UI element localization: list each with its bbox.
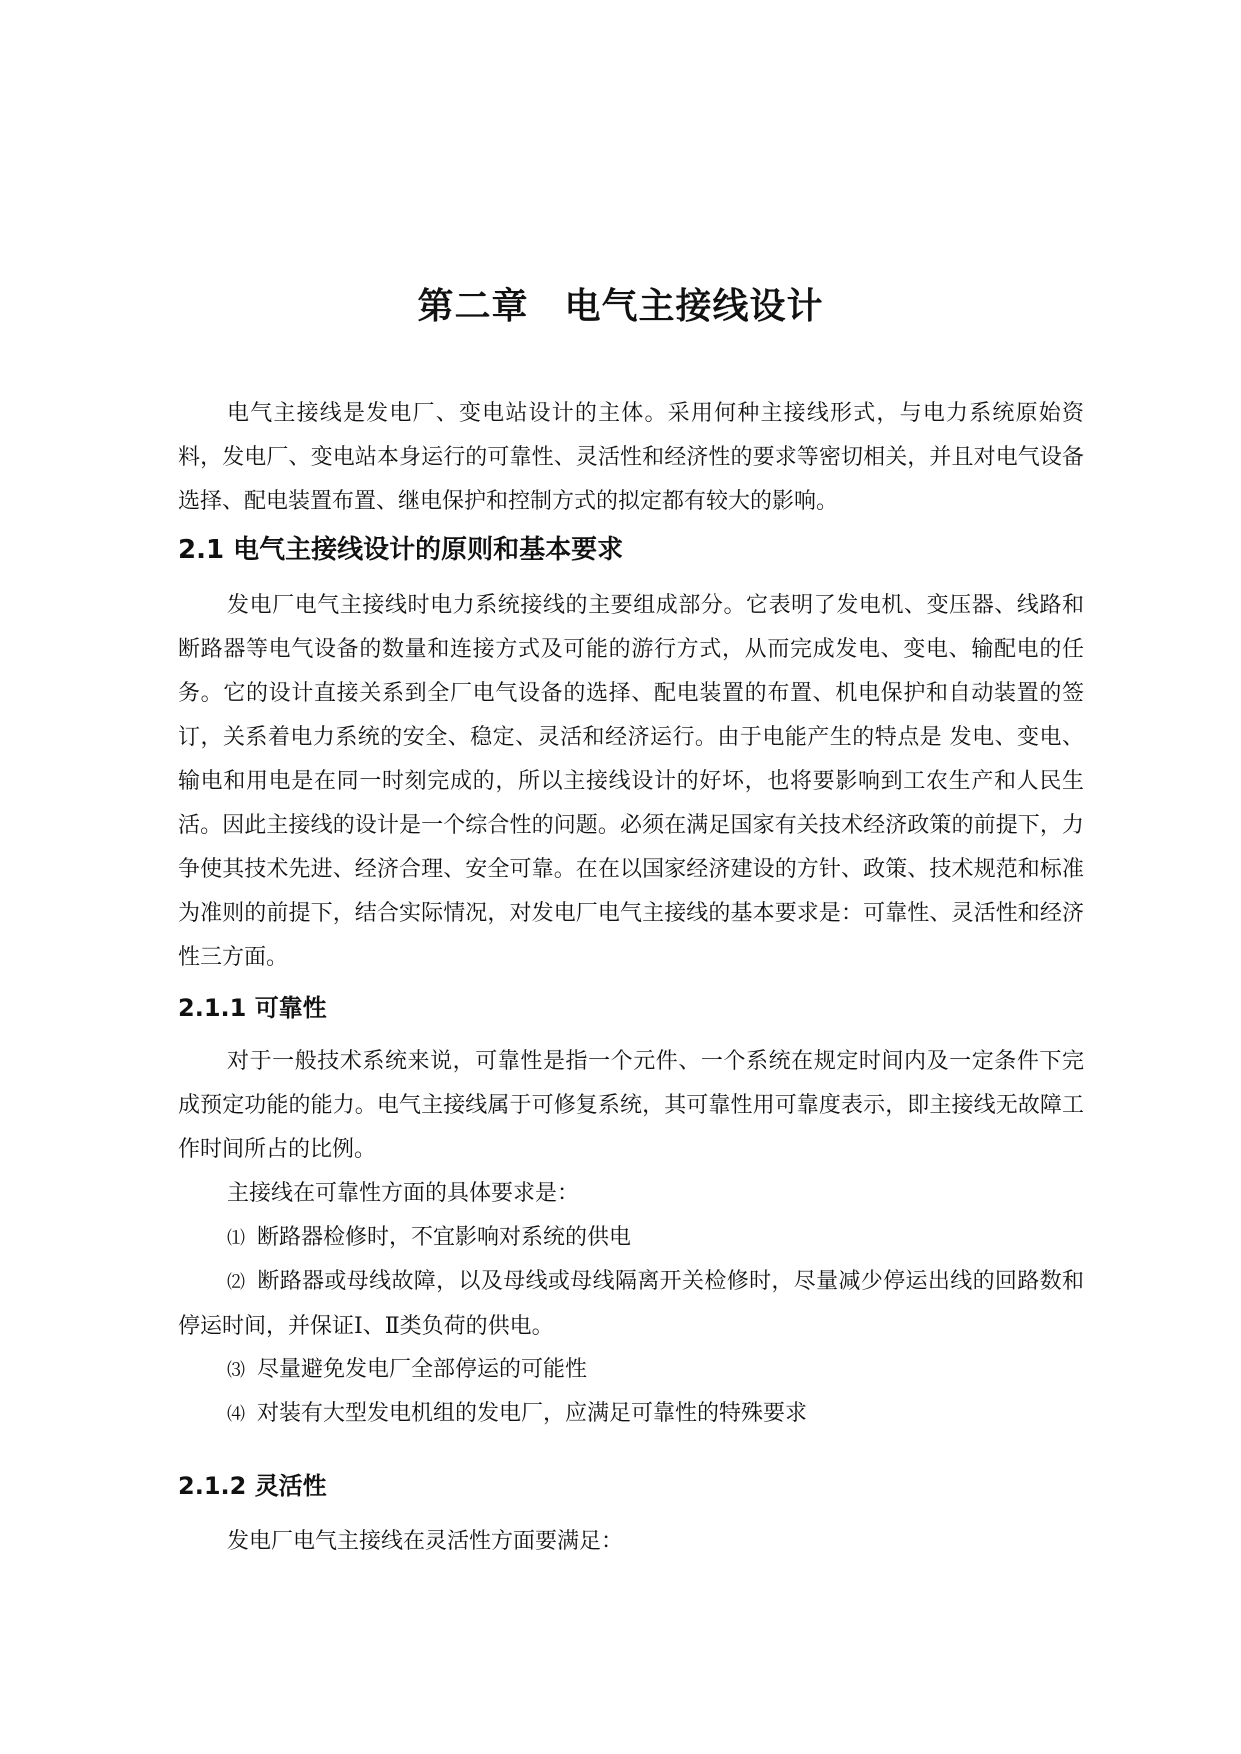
- list-marker: ⑵: [227, 1272, 245, 1293]
- chapter-name: 电气主接线设计: [564, 285, 824, 327]
- list-item-text: 断路器检修时，不宜影响对系统的供电: [257, 1225, 632, 1250]
- list-item: [178, 1392, 1084, 1437]
- list-item: [178, 1260, 1084, 1349]
- list-item-text: 断路器或母线故障，以及母线或母线隔离开关检修时，尽量减少停运出线的回路数和停运时间，并保证Ⅰ、Ⅱ类负荷的供电。: [178, 1269, 1084, 1339]
- chapter-title: [0, 282, 1241, 330]
- list-item-text: 尽量避免发电厂全部停运的可能性: [257, 1357, 588, 1382]
- chapter-number: 第二章: [417, 285, 529, 327]
- requirements-intro: 主接线在可靠性方面的具体要求是：: [227, 1181, 580, 1206]
- list-item-text: 对装有大型发电机组的发电厂，应满足可靠性的特殊要求: [257, 1401, 808, 1426]
- section-heading-2-1: 2.1 电气主接线设计的原则和基本要求: [178, 535, 624, 565]
- list-marker: ⑴: [227, 1228, 245, 1249]
- list-item: [178, 1216, 1084, 1261]
- section-heading-2-1-1: 2.1.1 可靠性: [178, 994, 327, 1022]
- list-item: [178, 1348, 1084, 1393]
- intro-paragraph: 电气主接线是发电厂、变电站设计的主体。采用何种主接线形式，与电力系统原始资料，发电厂、变电站本身运行的可靠性、灵活性和经济性的要求等密切相关，并且对电气设备选择、配电装置布置、继电保护和控制方式的拟定都有较大的影响。: [178, 401, 1084, 514]
- section-2-1-paragraph: 发电厂电气主接线时电力系统接线的主要组成部分。它表明了发电机、变压器、线路和断路器等电气设备的数量和连接方式及可能的游行方式，从而完成发电、变电、输配电的任务。它的设计直接关系到全厂电气设备的选择、配电装置的布置、机电保护和自动装置的签订，关系着电力系统的安全、稳定、灵活和经济运行。由于电能产生的特点是 发电、变电、输电和用电是在同一时刻完成的，所以主接线设计的好坏，也将要影响到工农生产和人民生活。因此主接线的设计是一个综合性的问题。必须在满足国家有关技术经济政策的前提下，力争使其技术先进、经济合理、安全可靠。在在以国家经济建设的方针、政策、技术规范和标准为准则的前提下，结合实际情况，对发电厂电气主接线的基本要求是：可靠性、灵活性和经济性三方面。: [178, 593, 1084, 970]
- reliability-paragraph: 对于一般技术系统来说，可靠性是指一个元件、一个系统在规定时间内及一定条件下完成预定功能的能力。电气主接线属于可修复系统，其可靠性用可靠度表示，即主接线无故障工作时间所占的比例。: [178, 1049, 1084, 1162]
- list-marker: ⑷: [227, 1404, 245, 1425]
- section-heading-2-1-2: 2.1.2 灵活性: [178, 1472, 327, 1500]
- flexibility-paragraph: 发电厂电气主接线在灵活性方面要满足：: [227, 1529, 624, 1554]
- list-marker: ⑶: [227, 1360, 245, 1381]
